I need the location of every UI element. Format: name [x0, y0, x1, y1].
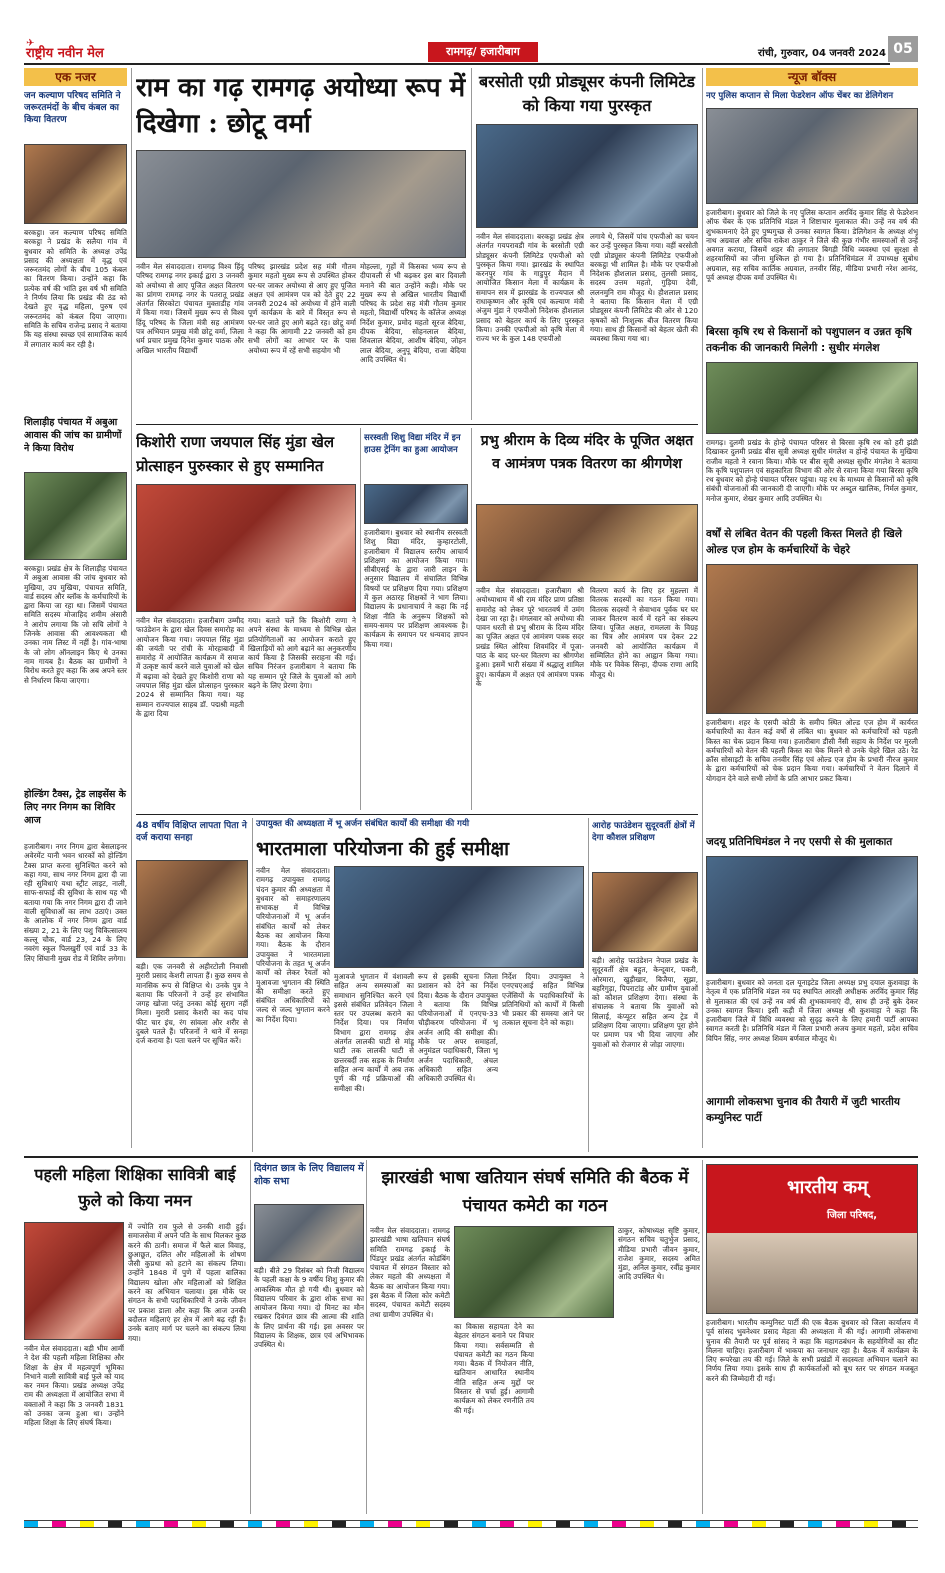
kishori-photo	[136, 484, 356, 612]
prabhu-col2: वितरण कार्य के लिए हर मुहल्ला में वितरक सदस्यों का गठन किया गया। वितरक सदस्यों ने सेवाभाव पूर्वक घर घर जाकर वितरण कार्य में रहने का संकल्प लिया। पूजित अक्षत, रामलला के विग्रह का चित्र और आमंत्रण पत्र देकर 22 जनवरी को आयोजित कार्यक्रम में सम्मिलित होने का आह्वान किया गया। मौके पर विवेक सिन्हा, दीपक राणा आदि मौजूद थे।	[590, 586, 698, 679]
news-box-item1-photo	[706, 108, 918, 204]
savitri-col2: में ज्योति राव फुले से उनकी शादी हुई। समाजसेवा में अपने पति के साथ मिलकर कुछ करने की ठानी। समाज में फैले बाल विवाह, छुआछूत, दलित और महिलाओं के शोषण जैसी कुप्रथा को हटाने का संकल्प लिया। उन्होंने 1848 में पुणे में पहला बालिका विद्यालय खोला और महिलाओं को शिक्षित करने का अभियान चलाया। इस मौके पर संगठन के सभी पदाधिकारियों ने उनके जीवन पर प्रकाश डाला और कहा कि आज उनकी बदौलत महिलाएं हर क्षेत्र में आगे बढ़ रही हैं। उनके बताए मार्ग पर चलने का संकल्प लिया गया।	[128, 1222, 246, 1343]
lead-col3: मोहल्ला, गृहों में किसका भव्य रूप से दीपावली से भी बढ़कर इस बार दिवाली मनाने की बात उन्होंने कही। मौके पर मुख्य रूप से अखिल भारतीय विद्यार्थी परिषद के प्रदेश सह मंत्री गौतम कुमार महतो, विद्यार्थी परिषद के कॉलेज अध्यक्ष निर्देश कुमार, प्रमोद महतो सूरज बेदिया, दीपक बेदिया, सोहनलाल बेदिया, शिवलाल बेदिया, आशीष बेदिया, जोहन लाल बेदिया, अनुपू बेदिया, राजा बेदिया आदि उपस्थित थे।	[360, 262, 466, 364]
kishori-col1: नवीन मेल संवाददाता। हजारीबाग उम्मीद फाउंडेशन के द्वारा खेल दिवस समारोह का आयोजन किया गया। जयपाल सिंह मुंडा की जयंती पर रांची के मोरहाबादी में समारोह में आयोजित कार्यक्रम में समाज में उत्कृष्ट कार्य करने वाले युवाओं को खेल में बढ़ावा को देखते हुए किशोरी राणा को जयपाल सिंह मुंडा खेल प्रोत्साहन पुरस्कार 2024 से सम्मानित किया गया। यह सम्मान राज्यपाल साहब डॉ. पद्मश्री महती के द्वारा दिया	[136, 616, 244, 718]
kishori-headline: किशोरी राणा जयपाल सिंह मुंडा खेल प्रोत्साहन पुरुस्कार से हुए सम्मानित	[136, 433, 335, 475]
column-divider	[588, 818, 589, 1152]
masthead	[24, 36, 918, 62]
bharatmala-col3: रूप से इसकी सूचना जिला प्रशासन को देने का निर्देश दिया। बैठक के दौरान उपायुक्त ने बताया कि विभिन्न परियोजनाओं में एनएच-33 चौड़ीकरण परियोजना में भू अर्जन आदि की समीक्षा की। मौके पर अपर समाहर्ता, अनुमंडल पदाधिकारी, जिला भू अर्जन पदाधिकारी, अंचल अधिकारी सहित अन्य अधिकारी उपस्थित थे।	[418, 972, 498, 1084]
barsoti-photo	[476, 124, 698, 228]
divyang-body: बड़ी। बीते 29 दिसंबर को निजी विद्यालय के पहली कक्षा के 9 वर्षीय शिशु कुमार की आकस्मिक मौत हो गयी थी। बुधवार को विद्यालय परिवार के द्वारा शोक सभा का आयोजन किया गया। दो मिनट का मौन रखकर दिवंगत छात्र की आत्मा की शांति के लिए प्रार्थना की गई। इस अवसर पर विद्यालय के शिक्षक, छात्र एवं अभिभावक उपस्थित थे।	[254, 1266, 364, 1350]
section-label: रामगढ़/ हजारीबाग	[446, 45, 520, 58]
bottom-band-rule	[24, 1156, 918, 1158]
column-divider	[366, 1160, 367, 1514]
ek-nazar-story2-headline: शिलाड़ीह पंचायत में अबुआ आवास की जांच का ग्रामीणों ने किया विरोध	[24, 417, 122, 454]
ek-nazar-story2-photo	[24, 472, 127, 560]
column-divider	[252, 818, 253, 1152]
ek-nazar-label: एक नजर	[24, 68, 127, 86]
bird-icon: ✈	[26, 38, 35, 49]
bhasha-headline: झारखंडी भाषा खतियान संघर्ष समिति की बैठक में पंचायत कमेटी का गठन	[381, 1168, 689, 1216]
saraswati-photo	[364, 484, 468, 524]
news-box-item2-headline: बिरसा कृषि रथ से किसानों को पशुपालन व उन्नत कृषि तकनीक की जानकारी मिलेगी : सुधीर मंगलेश	[706, 326, 912, 354]
news-box-label: न्यूज बॉक्स	[706, 68, 918, 86]
news-box-item2-photo	[706, 362, 918, 434]
lead-photo	[136, 150, 466, 258]
savitri-portrait	[24, 1222, 124, 1340]
news-box-item3-photo	[706, 564, 918, 714]
page-number-tab	[888, 36, 918, 62]
page-number: 05	[893, 41, 913, 57]
section-rule	[136, 814, 698, 815]
news-box-item4-headline: जदयू प्रतिनिधिमंडल ने नए एसपी से की मुलाकात	[706, 836, 893, 848]
lead-col1: नवीन मेल संवाददाता। रामगढ़ विश्व हिंदू परिषद रामगढ़ नगर इकाई द्वारा 3 जनवरी को अयोध्या से आए पूजित अक्षत वितरण का प्रांगण रामगढ़ नगर के पतरातू प्रखंड अंतर्गत सिरकोटा पंचायत मुक्ताडीह गांव में किया गया। जिसमें मुख्य रूप से विश्व हिंदू परिषद के जिला मंत्री सह आमंत्रण पत्र अभियान प्रमुख मंत्री छोटू वर्मा, जिला धर्म प्रचार प्रमुख दिनेश कुमार पाठक और अखिल भारतीय विद्यार्थी	[136, 262, 244, 355]
cpi-headline: आगामी लोकसभा चुनाव की तैयारी में जुटी भारतीय कम्युनिस्ट पार्टी	[706, 1096, 900, 1124]
ek-nazar-story2-body: बरकट्ठा। प्रखंड क्षेत्र के शिलाड़ीह पंचायत में अबुआ आवास की जांच बुधवार को मुखिया, उप मुखिया, पंचायत समिति, वार्ड सदस्य और ब्लॉक के कर्मचारियों के द्वारा किया जा रहा था। जिसमें पंचायत समिति सदस्य मोजाहिद शमीम अंसारी ने आरोप लगाया कि जो सचि लोगों ने जिनके आवास की आवश्यकता थी उनका नाम लिस्ट में नहीं है। गांव-भाषा के जो लोग ऑनलाइन किए थे उनका नाम गायब है। बैठक का ग्रामीणों ने विरोध करते हुए कहा कि अब अपने स्तर से निर्धारण किया जाएगा।	[24, 564, 127, 685]
aarohi-headline: आरोह फाउंडेशन सुदूरवर्ती क्षेत्रों में देगा कौशल प्रशिक्षण	[592, 821, 695, 843]
ek-nazar-story3-body: हजारीबाग। नगर निगम द्वारा बेसलाइनर अवेरमेंट यानी भवन धारकों को होल्डिंग टैक्स प्राप्त करना सुनिश्चित करने को कहा गया, साथ नगर निगम द्वारा दी जा रही सुविधाएं यथा स्ट्रीट लाइट, नाली, साफ-सफाई की सुविधा के साथ यह भी बताया गया कि नगर निगम द्वारा दी जाने वाली सुविधाओं का लाभ उठाएं। उक्त के आलोक में नगर निगम द्वारा वार्ड संख्या 2, 21 के लिए पशु चिकित्सालय कल्लू चौक, वार्ड 23, 24 के लिए नवरंग स्कूल पिलखुर्री एवं वार्ड 33 के लिए सिंघानी मुख्य रोड में शिविर लगेगा।	[24, 842, 127, 963]
column-divider	[471, 68, 472, 420]
cpi-banner-sub: जिला परिषद,	[827, 1210, 878, 1221]
bhasha-col1: नवीन मेल संवाददाता। रामगढ़ झारखंडी भाषा खतियान संघर्ष समिति रामगढ़ इकाई के पिंडपुर प्रखंड अंतर्गत कोडंबिंग पंचायत में संगठन विस्तार को लेकर महतो की अध्यक्षता में बैठक का आयोजन किया गया। इस बैठक में जिला कोर कमेटी सदस्य, पंचायत कमेटी सदस्य तथा ग्रामीण उपस्थित थे।	[370, 1226, 450, 1319]
ek-nazar-story3-headline: होल्डिंग टैक्स, ट्रेड लाइसेंस के लिए नगर निगम का शिविर आज	[24, 789, 126, 826]
ek-nazar-column	[24, 68, 127, 1151]
news-box-item3-headline: वर्षों से लंबित वेतन की पहली किस्त मिलते ही खिले ओल्ड एज होम के कर्मचारियों के चेहरे	[706, 528, 902, 556]
divyang-photo	[254, 1204, 364, 1262]
cpi-body: हजारीबाग। भारतीय कम्युनिस्ट पार्टी की एक बैठक बुधवार को जिला कार्यालय में पूर्व सांसद भुवनेश्वर प्रसाद मेहता की अध्यक्षता में की गई। आगामी लोकसभा चुनाव की तैयारी पर पूर्व सांसद ने कहा कि महागठबंधन के सहयोगियों का सीट मिलना चाहिए। हजारीबाग में भाकपा का जनाधार रहा है। बैठक में कार्यक्रम के लिए रूपरेखा तय की गई। जिले के सभी प्रखंडों में सदस्यता अभियान चलाने का निर्णय लिया गया। इसके साथ ही कार्यकर्ताओं को बूथ स्तर पर संगठन मजबूत करने की जिम्मेदारी दी गई।	[706, 1318, 918, 1383]
aarohi-body: बड़ी। आरोह फाउंडेशन नेपाल प्रखंड के सुदूरवर्ती क्षेत्र बहुत, केन्दूवार, पकरी, ओरमारा, खुड़ीखार, बिजैया, सूझा, बहरिगुड़ा, पिपराटांड़ और ग्रामीण युवाओं को कौशल प्रशिक्षण देगा। संस्था के संचालक ने बताया कि युवाओं को सिलाई, कंप्यूटर सहित अन्य ट्रेड में प्रशिक्षण दिया जाएगा। प्रशिक्षण पूरा होने पर प्रमाण पत्र भी दिया जाएगा और युवाओं को रोजगार से जोड़ा जाएगा।	[592, 956, 698, 1049]
bharatmala-kicker: उपायुक्त की अध्यक्षता में भू अर्जन संबंधित कार्यों की समीक्षा की गयी	[256, 819, 470, 829]
cpi-photo	[706, 1164, 918, 1314]
column-divider	[360, 428, 361, 810]
bharatmala-photo	[334, 866, 584, 968]
divyang-headline: दिवंगत छात्र के लिए विद्यालय में शोक सभा	[254, 1163, 364, 1187]
bharatmala-col1: नवीन मेल संवाददाता। रामगढ़ उपायुक्त रामगढ़ चंदन कुमार की अध्यक्षता में बुधवार को समाहरणालय सभाकक्ष में विभिन्न परियोजनाओं में भू अर्जन संबंधित कार्यों को लेकर बैठक का आयोजन किया गया। बैठक के दौरान उपायुक्त ने भारतमाला परियोजना के तहत भू अर्जन कार्यों को लेकर रैयतों को मुआवजा भुगतान की स्थिति की समीक्षा करते हुए संबंधित अधिकारियों को जल्द से जल्द भुगतान करने का निर्देश दिया।	[256, 866, 330, 1024]
section-tab	[428, 42, 538, 62]
bharatmala-headline: भारतमाला परियोजना की हुई समीक्षा	[256, 838, 510, 860]
barsoti-headline: बरसोती एग्री प्रोड्यूसर कंपनी लिमिटेड को किया गया पुरस्कृत	[479, 72, 695, 115]
bhasha-photo	[454, 1226, 614, 1318]
dateline: रांची, गुरुवार, 04 जनवरी 2024	[758, 48, 886, 59]
savitri-col1: नवीन मेल संवाददाता। बड़ी भीम आर्मी ने देश की पहली महिला शिक्षिका और शिक्षा के क्षेत्र में महत्वपूर्ण भूमिका निभाने वाली सावित्री बाई फुले को याद कर नमन किया। प्रखंड अध्यक्ष उपेंद्र राम की अध्यक्षता में आयोजित सभा में वक्ताओं ने कहा कि 3 जनवरी 1831 को उनका जन्म हुआ था। उन्होंने महिला शिक्षा के लिए संघर्ष किया।	[24, 1344, 124, 1428]
print-registration-strip	[24, 1520, 918, 1528]
barsoti-col1: नवीन मेल संवाददाता। बरकट्ठा प्रखंड क्षेत्र अंतर्गत गयपरावडी गांव के बरसोती एग्री प्रोड्यूसर कंपनी लिमिटेड एफपीओ को पुरस्कृत किया गया। झारखंड के स्थापित करनपुर गांव के गाडुपुर मैदान में आयोजित किसान मेला में कार्यक्रम के समापन सत्र में झारखंड के राज्यपाल श्री राधाकृष्णन और कृषि एवं कल्याण मंत्री अंजुम मुंडा ने एफपीओ निदेशक हौशलाल प्रसाद को बेहतर कार्य के लिए पुरस्कृत किया। उनकी एफपीओ को कृषि मेला में राज्य भर के कुल 148 एफपीओ	[476, 232, 584, 344]
section-rule	[136, 424, 698, 425]
news-box-item1-body: हजारीबाग। बुधवार को जिले के नए पुलिस कप्तान अरविंद कुमार सिंह से फेडरेशन ऑफ चेंबर के एक प्रतिनिधि मंडल ने शिष्टाचार मुलाकात की। उन्हें नव वर्ष की शुभकामनाएं देते हुए पुष्पगुच्छ से उनका स्वागत किया। डेलिगेशन के अध्यक्ष शंभू नाथ अग्रवाल और सचिव राकेश ठाकुर ने जिले की कुछ गंभीर समस्याओं से उन्हें अवगत कराया, जिसमें शहर की लगातार बिगड़ी विधि व्यवस्था एवं सुरक्षा से शहरवासियों का जीना मुश्किल हो गया है। प्रतिनिधिमंडल में उपाध्यक्ष सुबोध अग्रवाल, सह सचिव कार्तिक अग्रवाल, तनवीर सिंह, मीडिया प्रभारी नरेश आनंद, पूर्व अध्यक्ष दीपक वर्मा उपस्थित थे।	[706, 208, 918, 283]
kishori-col2: गया। बताते चलें कि किशोरी राणा ने अपने संस्था के माध्यम से विभिन्न खेल प्रतियोगिताओं का आयोजन कराते हुए खिलाड़ियों को आगे बढ़ाने का अनुकरणीय कार्य किया है जिसकी सराहना की गई। सचिव निरंजन हजारीबाग ने बताया कि यह सम्मान पूरे जिले के युवाओं को आगे बढ़ने के लिए प्रेरणा देगा।	[248, 616, 356, 691]
column-divider	[702, 68, 703, 1148]
column-divider	[131, 68, 132, 1148]
lead-col2: परिषद झारखंड प्रदेश सह मंत्री गौतम कुमार महतो मुख्य रूप से उपस्थित होकर घर-घर जाकर अयोध्या से आए हुए पूजित अक्षत एवं आमंत्रण पत्र को देते हुए 22 जनवरी 2024 को अयोध्या में होने वाली पूर्ण कार्यक्रम के बारे में विस्तृत रूप से घर-घर जाते हुए आगे बढ़ते रह। छोटू वर्मा ने कहा कि आगामी 22 जनवरी को हम सभी लोगों का आभार पर के पास अयोध्या रूप में रहें सभी सहयोग भी	[248, 262, 356, 355]
vikshipt-photo	[136, 860, 248, 958]
bhasha-col2: का विकास सहायता देने का बेहतर संगठन बनाने पर विचार किया गया। सर्वसम्मति से पंचायत कमेटी का गठन किया गया। बैठक में नियोजन नीति, खतियान आधारित स्थानीय नीति सहित अन्य मुद्दों पर विस्तार से चर्चा हुई। आगामी कार्यक्रम को लेकर रणनीति तय की गई।	[454, 1322, 534, 1415]
prabhu-photo	[476, 504, 698, 582]
column-divider	[471, 428, 472, 810]
news-box-item3-body: हजारीबाग। शहर के एसपी कोठी के समीप स्थित ओल्ड एज होम में कार्यरत कर्मचारियों का वेतन कई वर्षों से लंबित था। बुधवार को कर्मचारियों को पहली किस्त का चेक प्रदान किया गया। हजारीबाग डीसी नैंसी सहाय के निर्देश पर मुरली कर्मचारियों को वेतन की पहली किस्त का चेक मिलने से उनके चेहरे खिल उठे। रेड क्रॉस सोसाइटी के सचिव तनवीर सिंह एवं ओल्ड एज होम के प्रभारी नीरज कुमार के द्वारा कर्मचारियों को चेक प्रदान किया गया। कर्मचारियों ने वेतन दिलाने में योगदान देने वाले सभी लोगों के प्रति आभार प्रकट किया।	[706, 718, 918, 783]
news-box-item2-body: रामगढ़। दुलमी प्रखंड के होन्हे पंचायत परिसर से बिरसा कृषि रथ को हरी झंडी दिखाकर दुलमी प्रखंड बीस सूत्री अध्यक्ष सुधीर मंगलेश व होन्हे पंचायत के मुखिया राजीव महतो ने रवाना किया। मौके पर बीस सूत्री अध्यक्ष सुधीर मंगलेश ने बताया कि कृषि पशुपालन एवं सहकारिता विभाग की ओर से रवाना किया गया बिरसा कृषि रथ बुधवार को होन्हे पंचायत परिसर पहुंचा। यह रथ के माध्यम से किसानों को कृषि संबंधी योजनाओं की जानकारी दी जाएगी। मौके पर अब्दुल खालिक, निर्मल कुमार, मनोज कुमार, शेखर कुमार आदि उपस्थित थे।	[706, 438, 918, 503]
prabhu-col1: नवीन मेल संवाददाता। हजारीबाग श्री अयोध्याधाम में श्री राम मंदिर प्राण प्रतिष्ठा समारोह को लेकर पूरे भारतवर्ष में उमंग देखा जा रहा है। मंगलवार को अयोध्या की पावन धरती से प्रभु श्रीराम के दिव्य मंदिर का पूजित अक्षत एवं आमंत्रण पत्रक सदर प्रखंड स्थित ओरिया शिवमंदिर में पूजा-पाठ के बाद घर-घर वितरण का श्रीगणेश हुआ। इसमें भारी संख्या में श्रद्धालु शामिल हुए। कार्यक्रम में अक्षत एवं आमंत्रण पत्रक के	[476, 586, 584, 688]
saraswati-headline: सरस्वती शिशु विद्या मंदिर में इन हाउस ट्रेनिंग का हुआ आयोजन	[364, 433, 461, 455]
vikshipt-headline: 48 वर्षीय विक्षिप्त लापता पिता ने दर्ज कराया सनहा	[136, 821, 247, 843]
lead-headline: राम का गढ़ रामगढ़ अयोध्या रूप में दिखेगा : छोटू वर्मा	[136, 73, 466, 139]
masthead-rule	[24, 63, 890, 65]
bharatmala-col2: मुआवजे भुगतान में वंशावली सहित अन्य समस्याओं का समाधान सुनिश्चित करने एवं इससे संबंधित प्रतिवेदन जिला स्तर पर उपलब्ध कराने का निर्देश दिया। पत्र निर्माण विभाग द्वारा रामगढ़ क्षेत्र अंतर्गत लालकी घाटी से मांडू घाटी तक लालकी घाटी से छत्तरबर्दी तक सड़क के निर्माण सहित अन्य कार्यों में अब तक पूर्ण की गई प्रक्रियाओं की समीक्षा की।	[334, 972, 414, 1093]
column-divider	[702, 1160, 703, 1514]
savitri-col3: इस मौके पर संगठन के सभी पदाधिकारियों ने उनके जीवन पर प्रकाश डाला और कहा कि आज उनकी बदौलत महिलाएं हर क्षेत्र में आगे बढ़ रही हैं। उनके बताए मार्ग पर चलने का संकल्प लिया गया।	[128, 1287, 246, 1343]
paper-name: राष्ट्रीय नवीन मेल	[26, 46, 104, 61]
aarohi-photo	[592, 872, 698, 952]
news-box-item4-body: हजारीबाग। बुधवार को जनता दल यूनाइटेड जिला अध्यक्ष प्रभु दयाल कुशवाहा के नेतृत्व में एक प्रतिनिधि मंडल नव पद स्थापित आरक्षी अधीक्षक अरविंद कुमार सिंह से मुलाकात की एवं उन्हें नव वर्ष की शुभकामनाएं दी, साथ ही उन्हें बुके देकर उनका स्वागत किया। इसी कड़ी में जिला अध्यक्ष श्री कुशवाहा ने कहा कि हजारीबाग जिले में विधि व्यवस्था को सुदृढ़ करने के लिए हमारी पार्टी आपका स्वागत करती है। प्रतिनिधि मंडल में जिला प्रभारी अजय कुमार महतो, प्रदेश सचिव विपिन सिंह, नगर अध्यक्ष शिवम बर्णवाल मौजूद थे।	[706, 978, 918, 1043]
news-box-item1-headline: नए पुलिस कप्तान से मिला फेडरेशन ऑफ चेंबर का डेलिगेशन	[706, 91, 894, 101]
bhasha-col3: ठाकुर, कोषाध्यक्ष सृष्टि कुमार, संगठन सचिव चतुर्भुज प्रसाद, मीडिया प्रभारी जीवन कुमार, राजेश कुमार, सदस्य अमित मुंडा, अनिल कुमार, रवींद्र कुमार आदि उपस्थित थे।	[618, 1226, 700, 1282]
news-box-item4-photo	[706, 856, 918, 974]
barsoti-col2: लगाये थे, जिसमें पांच एफपीओ का चयन कर उन्हें पुरस्कृत किया गया। वहीं बरसोती एग्री प्रोड्यूसर कंपनी लिमिटेड एफपीओ बरकट्ठा भी शामिल है। मौके पर एफपीओ निदेशक हौशलाल प्रसाद, तुलसी प्रसाद, सदस्य उत्तम महतो, गुड़िया देवी, ललनमुनि राम मौजूद थे। हौशलाल प्रसाद ने बताया कि किसान मेला में एग्री प्रोड्यूसर कंपनी लिमिटेड की ओर से 120 कृषकों को निःशुल्क बीज वितरण किया गया। साथ ही किसानों को बेहतर खेती की व्यवस्था किया गया था।	[590, 232, 698, 344]
ek-nazar-story1-headline: जन कल्याण परिषद समिति ने जरूरतमंदों के बीच कंबल का किया वितरण	[24, 91, 121, 125]
prabhu-headline: प्रभु श्रीराम के दिव्य मंदिर के पूजित अक्षत व आमंत्रण पत्रक वितरण का श्रीगणेश	[480, 433, 694, 472]
vikshipt-body: बड़ी। एक जनवरी से अहीरटोली निवासी मुरारी प्रसाद केशरी लापता हैं। कुछ समय से मानसिक रूप से विक्षिप्त थे। उनके पुत्र ने बताया कि परिजनों ने उन्हें हर संभावित जगह खोजा परंतु उनका कोई सुराग नहीं मिला। मुरारी प्रसाद केशरी का कद पांच फीट चार इंच, रंग सांवला और शरीर से दुबले पतले हैं। परिजनों ने थाने में सनहा दर्ज कराया है। पता चलने पर सूचित करें।	[136, 962, 248, 1046]
saraswati-body: हजारीबाग। बुधवार को स्थानीय सरस्वती शिशु विद्या मंदिर, कुम्हारटोली, हजारीबाग में विद्यालय स्तरीय आचार्य प्रशिक्षण का आयोजन किया गया। सीबीएसई के द्वारा जारी लाइन के अनुसार विद्यालय में संचालित विभिन्न विषयों पर प्रशिक्षण दिया गया। प्रशिक्षण में कुल अठारह शिक्षकों ने भाग लिया। विद्यालय के प्रधानाचार्य ने कहा कि नई शिक्षा नीति के अनुरूप शिक्षकों को समय-समय पर प्रशिक्षण आवश्यक है। कार्यक्रम के समापन पर धन्यवाद ज्ञापन किया गया।	[364, 528, 468, 649]
savitri-headline: पहली महिला शिक्षिका सावित्री बाई फुले को किया नमन	[34, 1165, 236, 1210]
ek-nazar-story1-body: बरकट्ठा। जन कल्याण परिषद समिति बरकट्ठा ने प्रखंड के सलैया गांव में बुधवार को समिति के अध्यक्ष उपेंद्र प्रसाद की अध्यक्षता में वृद्ध एवं जरूरतमंद लोगों के बीच 105 कंबल का वितरण किया। उन्होंने कहा कि प्रत्येक वर्ष की भांति इस वर्ष भी समिति ने निर्णय लिया कि प्रखंड की ठंड को देखते हुए वृद्ध महिला, पुरुष एवं जरूरतमंद को कंबल दिया जाएगा। समिति के सचिव राजेन्द्र प्रसाद ने बताया कि यह संस्था स्वच्छ एवं सामाजिक कार्य में लगातार कार्य कर रही है।	[24, 228, 127, 349]
cpi-banner-text: भारतीय कम्	[787, 1177, 868, 1198]
bharatmala-col4: निर्देश दिया। उपायुक्त ने एनएचएआई सहित विभिन्न एजेंसियों के पदाधिकारियों के प्रतिनिधियों को कार्यों में किसी भी प्रकार की समस्या आने पर तत्काल सूचना देने को कहा।	[502, 972, 584, 1028]
ek-nazar-story1-photo	[24, 144, 127, 224]
column-divider	[250, 1160, 251, 1514]
